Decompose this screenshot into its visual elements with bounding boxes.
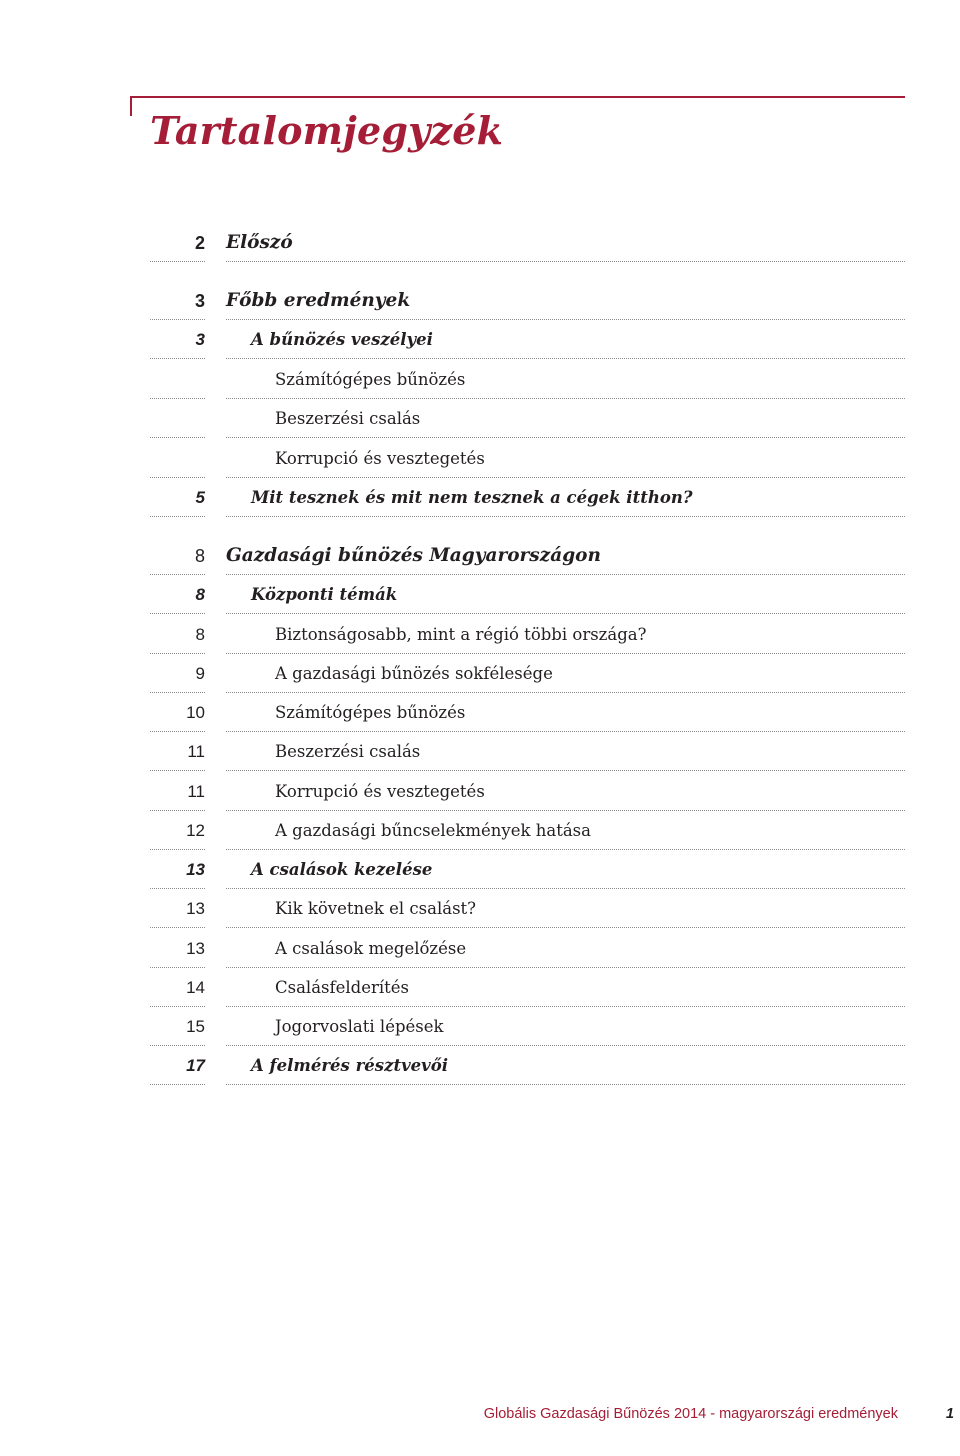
dotted-rule [150,731,205,732]
dotted-rule [150,888,205,889]
toc-entry-title: Korrupció és vesztegetés [275,782,485,801]
dotted-rule [226,398,905,399]
dotted-rule [150,358,205,359]
dotted-rule [226,653,905,654]
dotted-rule [150,927,205,928]
dotted-rule [226,888,905,889]
dotted-rule [226,810,905,811]
dotted-rule [150,437,205,438]
toc-entry-title: Kik követnek el csalást? [275,899,477,918]
toc-entry[interactable] [0,322,960,361]
toc-entry[interactable] [0,617,960,656]
dotted-rule [150,1045,205,1046]
toc-entry[interactable] [0,970,960,1009]
dotted-rule [150,692,205,693]
toc-page-number: 9 [195,664,205,683]
toc-page-number: 5 [195,488,205,507]
toc-entry-title: A felmérés résztvevői [251,1056,449,1075]
toc-entry[interactable] [0,891,960,930]
toc-entry-title: Biztonságosabb, mint a régió többi országa? [275,625,647,644]
toc-entry-title: Jogorvoslati lépések [275,1017,444,1036]
dotted-rule [226,849,905,850]
dotted-rule [226,477,905,478]
toc-entry[interactable] [0,656,960,695]
toc-page-number: 8 [195,585,205,604]
dotted-rule [150,1006,205,1007]
toc-entry[interactable] [0,538,960,577]
dotted-rule [150,516,205,517]
toc-entry[interactable] [0,577,960,616]
dotted-rule [226,692,905,693]
toc-page-number: 3 [194,291,205,311]
dotted-rule [150,967,205,968]
toc-page-number: 8 [194,546,205,566]
dotted-rule [226,613,905,614]
toc-page-number: 13 [186,899,205,918]
toc-page-number: 12 [186,821,205,840]
toc-entry[interactable] [0,1009,960,1048]
toc-entry-title: A gazdasági bűnözés sokfélesége [275,664,553,683]
dotted-rule [226,1045,905,1046]
toc-entry[interactable] [0,225,960,264]
toc-page-number: 15 [186,1017,205,1036]
footer-title: Globális Gazdasági Bűnözés 2014 - magyarországi eredmények [483,1406,898,1422]
toc-entry-title: Mit tesznek és mit nem tesznek a cégek itthon? [251,488,693,507]
dotted-rule [150,810,205,811]
toc-entry-title: Csalásfelderítés [275,978,410,997]
dotted-rule [226,967,905,968]
dotted-rule [150,770,205,771]
dotted-rule [150,477,205,478]
toc-entry-title: Számítógépes bűnözés [275,703,466,722]
toc-entry-title: Számítógépes bűnözés [275,370,466,389]
toc-entry-title: Beszerzési csalás [275,742,421,761]
toc-page-number: 13 [186,860,205,879]
toc-entry-title: A csalások megelőzése [275,939,467,958]
dotted-rule [226,770,905,771]
dotted-rule [150,574,205,575]
toc-entry-title: Előszó [226,232,293,253]
toc-page-number: 8 [195,625,205,644]
dotted-rule [150,613,205,614]
dotted-rule [226,1006,905,1007]
dotted-rule [226,927,905,928]
dotted-rule [150,261,205,262]
dotted-rule [226,358,905,359]
toc-entry[interactable] [0,1048,960,1087]
toc-entry-title: Központi témák [251,585,398,604]
toc-entry[interactable] [0,401,960,440]
toc-entry[interactable] [0,734,960,773]
dotted-rule [226,1084,905,1085]
toc-entry-title: Beszerzési csalás [275,409,421,428]
page-title: Tartalomjegyzék [150,108,504,153]
toc-entry[interactable] [0,852,960,891]
dotted-rule [150,319,205,320]
toc-entry[interactable] [0,441,960,480]
toc-page-number: 17 [186,1056,205,1075]
dotted-rule [226,574,905,575]
toc-page-number: 14 [186,978,205,997]
dotted-rule [226,516,905,517]
dotted-rule [226,731,905,732]
page-footer [0,1406,960,1430]
toc-entry[interactable] [0,480,960,519]
dotted-rule [226,437,905,438]
footer-page-number: 1 [945,1406,954,1422]
toc-entry[interactable] [0,931,960,970]
dotted-rule [226,319,905,320]
toc-entry-title: Gazdasági bűnözés Magyarországon [226,545,601,566]
dotted-rule [150,398,205,399]
toc-page-number: 11 [187,742,205,761]
toc-entry-title: A gazdasági bűncselekmények hatása [275,821,591,840]
dotted-rule [150,653,205,654]
toc-entry-title: Főbb eredmények [226,290,411,311]
toc-page-number: 13 [186,939,205,958]
toc-entry[interactable] [0,362,960,401]
toc-entry[interactable] [0,774,960,813]
toc-page-number: 11 [187,782,205,801]
dotted-rule [150,1084,205,1085]
dotted-rule [226,261,905,262]
toc-entry[interactable] [0,283,960,322]
toc-entry-title: A bűnözés veszélyei [251,330,433,349]
toc-entry-title: A csalások kezelése [251,860,433,879]
toc-page-number: 3 [195,330,205,349]
toc-page-number: 10 [186,703,205,722]
toc-entry[interactable] [0,695,960,734]
dotted-rule [150,849,205,850]
toc-entry[interactable] [0,813,960,852]
toc-page-number: 2 [194,233,205,253]
toc-entry-title: Korrupció és vesztegetés [275,449,485,468]
